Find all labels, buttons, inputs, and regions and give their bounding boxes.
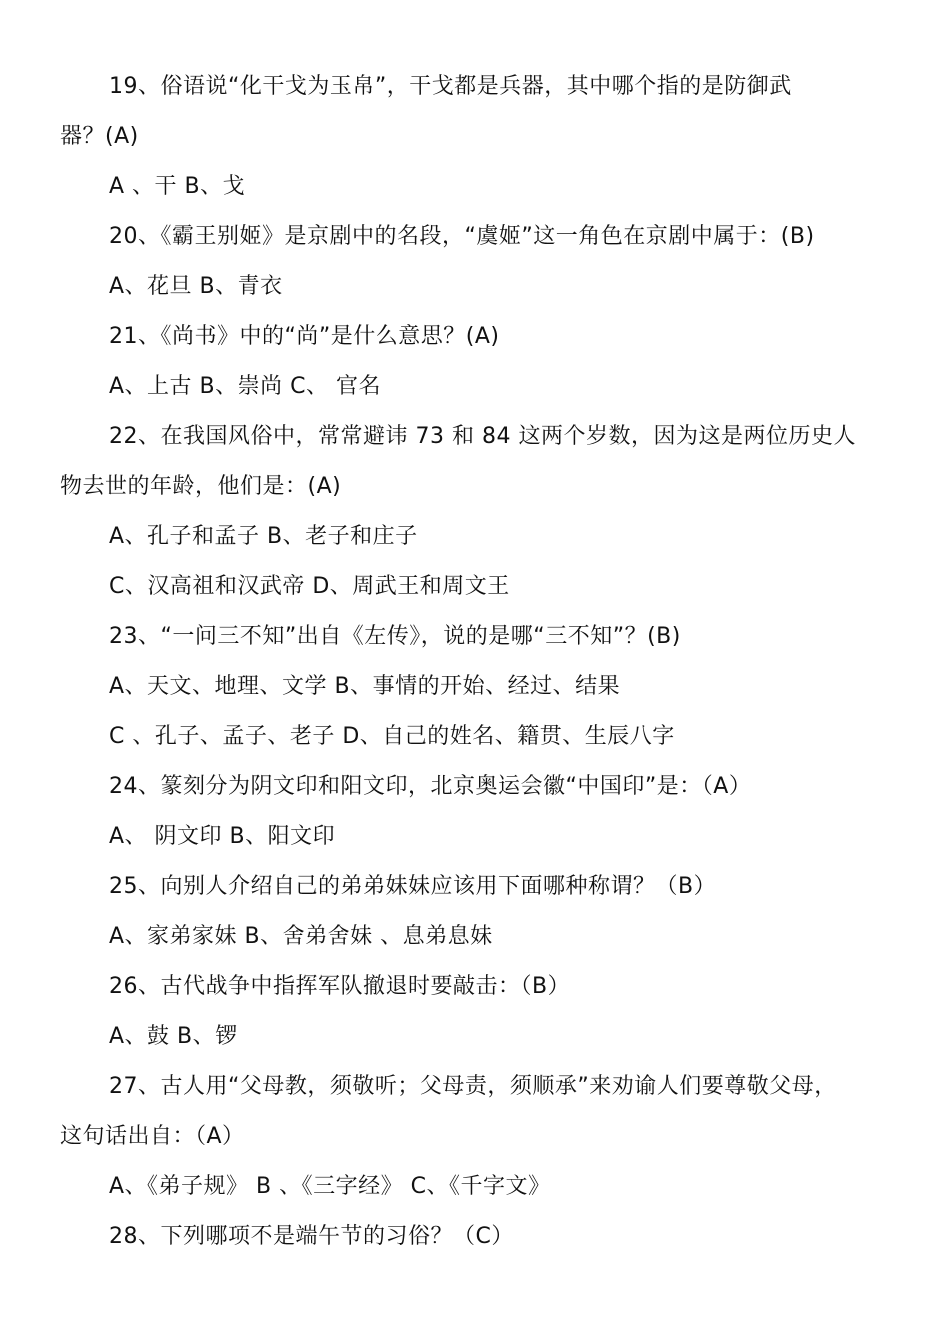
text-line: A、天文、地理、文学 B、事情的开始、经过、结果 (109, 674, 621, 699)
text-line: A、花旦 B、青衣 (109, 274, 283, 299)
text-line: 物去世的年龄，他们是：(A) (60, 474, 342, 499)
text-line: 24、篆刻分为阴文印和阳文印，北京奥运会徽“中国印”是：（A） (109, 774, 752, 799)
text-line: A、家弟家妹 B、舍弟舍妹 、息弟息妹 (109, 924, 493, 949)
text-line: 26、古代战争中指挥军队撤退时要敲击：（B） (109, 974, 571, 999)
text-line: 22、在我国风俗中，常常避讳 73 和 84 这两个岁数，因为这是两位历史人 (109, 424, 856, 449)
text-line: 19、俗语说“化干戈为玉帛”，干戈都是兵器，其中哪个指的是防御武 (109, 74, 792, 99)
text-line: 27、古人用“父母教，须敬听；父母责，须顺承”来劝谕人们要尊敬父母， (109, 1074, 837, 1099)
text-line: 23、“一问三不知”出自《左传》，说的是哪“三不知”？(B) (109, 624, 681, 649)
text-line: 21、《尚书》中的“尚”是什么意思？(A) (109, 324, 500, 349)
text-line: 20、《霸王别姬》是京剧中的名段，“虞姬”这一角色在京剧中属于：(B) (109, 224, 815, 249)
document-body (60, 62, 896, 1262)
text-line: 器？(A) (60, 124, 139, 149)
text-line: 这句话出自：（A） (60, 1124, 245, 1149)
text-line: 28、下列哪项不是端午节的习俗？（C） (109, 1224, 514, 1249)
text-line: 25、向别人介绍自己的弟弟妹妹应该用下面哪种称谓？（B） (109, 874, 717, 899)
text-line: A、孔子和孟子 B、老子和庄子 (109, 524, 418, 549)
text-line: A、《弟子规》 B 、《三字经》 C、《千字文》 (109, 1174, 551, 1199)
text-line: A、上古 B、崇尚 C、 官名 (109, 374, 381, 399)
text-line: C、汉高祖和汉武帝 D、周武王和周文王 (109, 574, 510, 599)
text-line: C 、孔子、孟子、老子 D、自己的姓名、籍贯、生辰八字 (109, 724, 675, 749)
text-line: A、鼓 B、锣 (109, 1024, 238, 1049)
text-line: A、 阴文印 B、阳文印 (109, 824, 336, 849)
text-line: A 、干 B、戈 (109, 174, 246, 199)
